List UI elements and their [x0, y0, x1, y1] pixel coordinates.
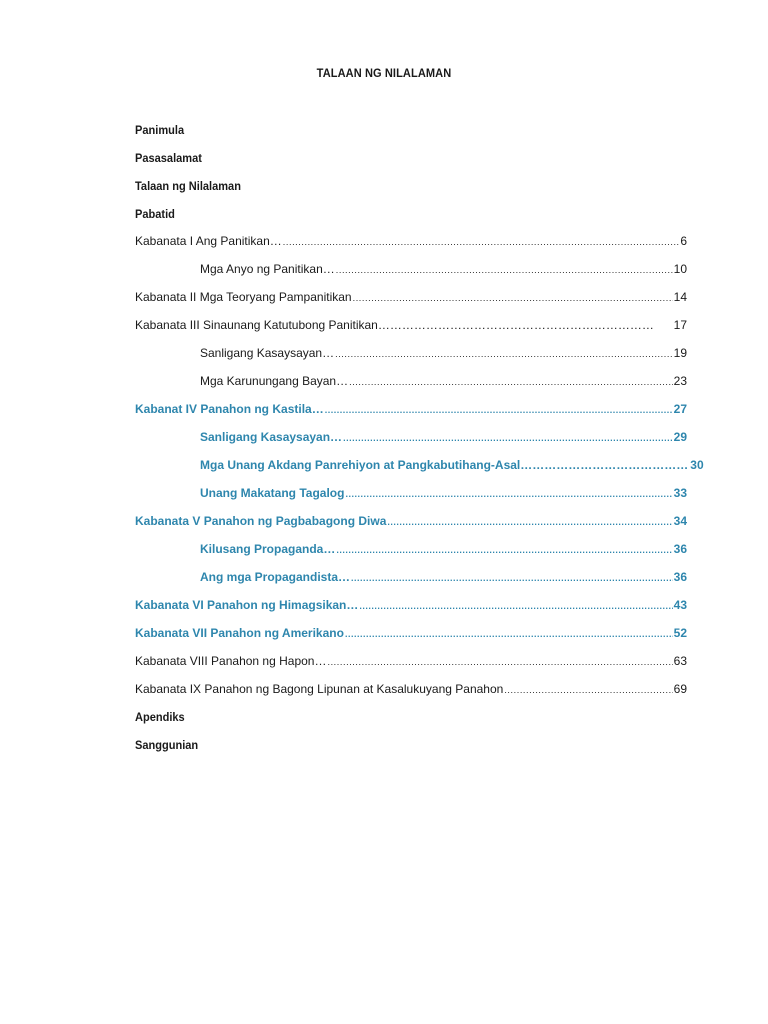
- toc-entry: [135, 626, 687, 644]
- front-matter-talaan: Talaan ng Nilalaman: [135, 179, 241, 193]
- toc-entry: [200, 262, 687, 280]
- leader-dots: [327, 657, 672, 667]
- toc-entry: [135, 318, 687, 336]
- toc-entry-page: 69: [673, 682, 687, 696]
- toc-entry-label: Kabanat IV Panahon ng Kastila…: [135, 402, 324, 416]
- toc-entry-page: 63: [673, 654, 687, 668]
- leader-dots: [336, 265, 673, 275]
- toc-entry-label: Sanligang Kasaysayan…: [200, 430, 343, 444]
- toc-entry: [200, 570, 687, 588]
- toc-entry: [200, 486, 687, 504]
- leader-dots: [387, 517, 672, 527]
- toc-entry-label: Mga Karunungang Bayan…: [200, 374, 349, 388]
- toc-entry-label: Mga Anyo ng Panitikan…: [200, 262, 335, 276]
- toc-entry-label: Kabanata VII Panahon ng Amerikano: [135, 626, 344, 640]
- front-matter-pabatid: Pabatid: [135, 207, 175, 221]
- toc-entry-label: Kabanata I Ang Panitikan…: [135, 234, 282, 248]
- page-title: TALAAN NG NILALAMAN: [316, 66, 452, 80]
- toc-entry-page: 36: [673, 542, 687, 556]
- toc-entry: [200, 374, 687, 392]
- toc-entry-page: 33: [673, 486, 687, 500]
- toc-entry-label: Kabanata VIII Panahon ng Hapon…: [135, 654, 327, 668]
- toc-entry-label: Mga Unang Akdang Panrehiyon at Pangkabutihang-Asal……………………………………: [200, 458, 689, 472]
- toc-entry: [200, 542, 687, 560]
- leader-dots: [351, 573, 673, 583]
- toc-entry-label: Kabanata V Panahon ng Pagbabagong Diwa: [135, 514, 387, 528]
- leader-dots: [353, 293, 673, 303]
- toc-entry: [135, 598, 687, 616]
- toc-entry: [135, 290, 687, 308]
- toc-entry-label: Kabanata II Mga Teoryang Pampanitikan: [135, 290, 352, 304]
- leader-dots: [343, 433, 673, 443]
- toc-entry-page: 36: [673, 570, 687, 584]
- toc-entry: [135, 402, 687, 420]
- leader-dots: [336, 545, 672, 555]
- toc-entry-page: 29: [673, 430, 687, 444]
- toc-entry-page: 10: [673, 262, 687, 276]
- toc-entry-page: 52: [673, 626, 687, 640]
- toc-entry: [200, 458, 704, 476]
- toc-entry-label: Kabanata VI Panahon ng Himagsikan…: [135, 598, 359, 612]
- toc-entry-label: Unang Makatang Tagalog: [200, 486, 345, 500]
- leader-dots: [349, 377, 673, 387]
- leader-dots: [325, 405, 673, 415]
- back-matter-sanggunian: Sanggunian: [135, 738, 199, 752]
- leader-dots: [283, 237, 680, 247]
- toc-entry-label: Sanligang Kasaysayan…: [200, 346, 335, 360]
- toc-entry-page: 19: [673, 346, 687, 360]
- back-matter-apendiks: Apendiks: [135, 710, 185, 724]
- toc-entry: [135, 654, 687, 672]
- toc-entry: [135, 682, 687, 700]
- leader-dots: [504, 685, 672, 695]
- toc-entry: [135, 514, 687, 532]
- toc-entry: [135, 234, 687, 252]
- leader-dots: [345, 489, 672, 499]
- toc-entry-page: 30: [690, 458, 704, 472]
- toc-entry-page: 17: [673, 318, 687, 332]
- toc-entry-page: 14: [673, 290, 687, 304]
- toc-entry-label: Kilusang Propaganda…: [200, 542, 336, 556]
- toc-entry-page: 43: [673, 598, 687, 612]
- front-matter-pasasalamat: Pasasalamat: [135, 151, 202, 165]
- toc-entry-label: Ang mga Propagandista…: [200, 570, 351, 584]
- toc-entry: [200, 430, 687, 448]
- front-matter-panimula: Panimula: [135, 123, 185, 137]
- toc-entry-label: Kabanata III Sinaunang Katutubong Panitikan……………………………………………………………: [135, 318, 654, 332]
- toc-entry-page: 23: [673, 374, 687, 388]
- toc-entry-label: Kabanata IX Panahon ng Bagong Lipunan at Kasalukuyang Panahon: [135, 682, 504, 696]
- toc-entry-page: 27: [673, 402, 687, 416]
- leader-dots: [345, 629, 673, 639]
- toc-entry: [200, 346, 687, 364]
- leader-dots: [335, 349, 673, 359]
- toc-entry-page: 6: [680, 234, 687, 248]
- leader-dots: [359, 601, 672, 611]
- toc-entry-page: 34: [673, 514, 687, 528]
